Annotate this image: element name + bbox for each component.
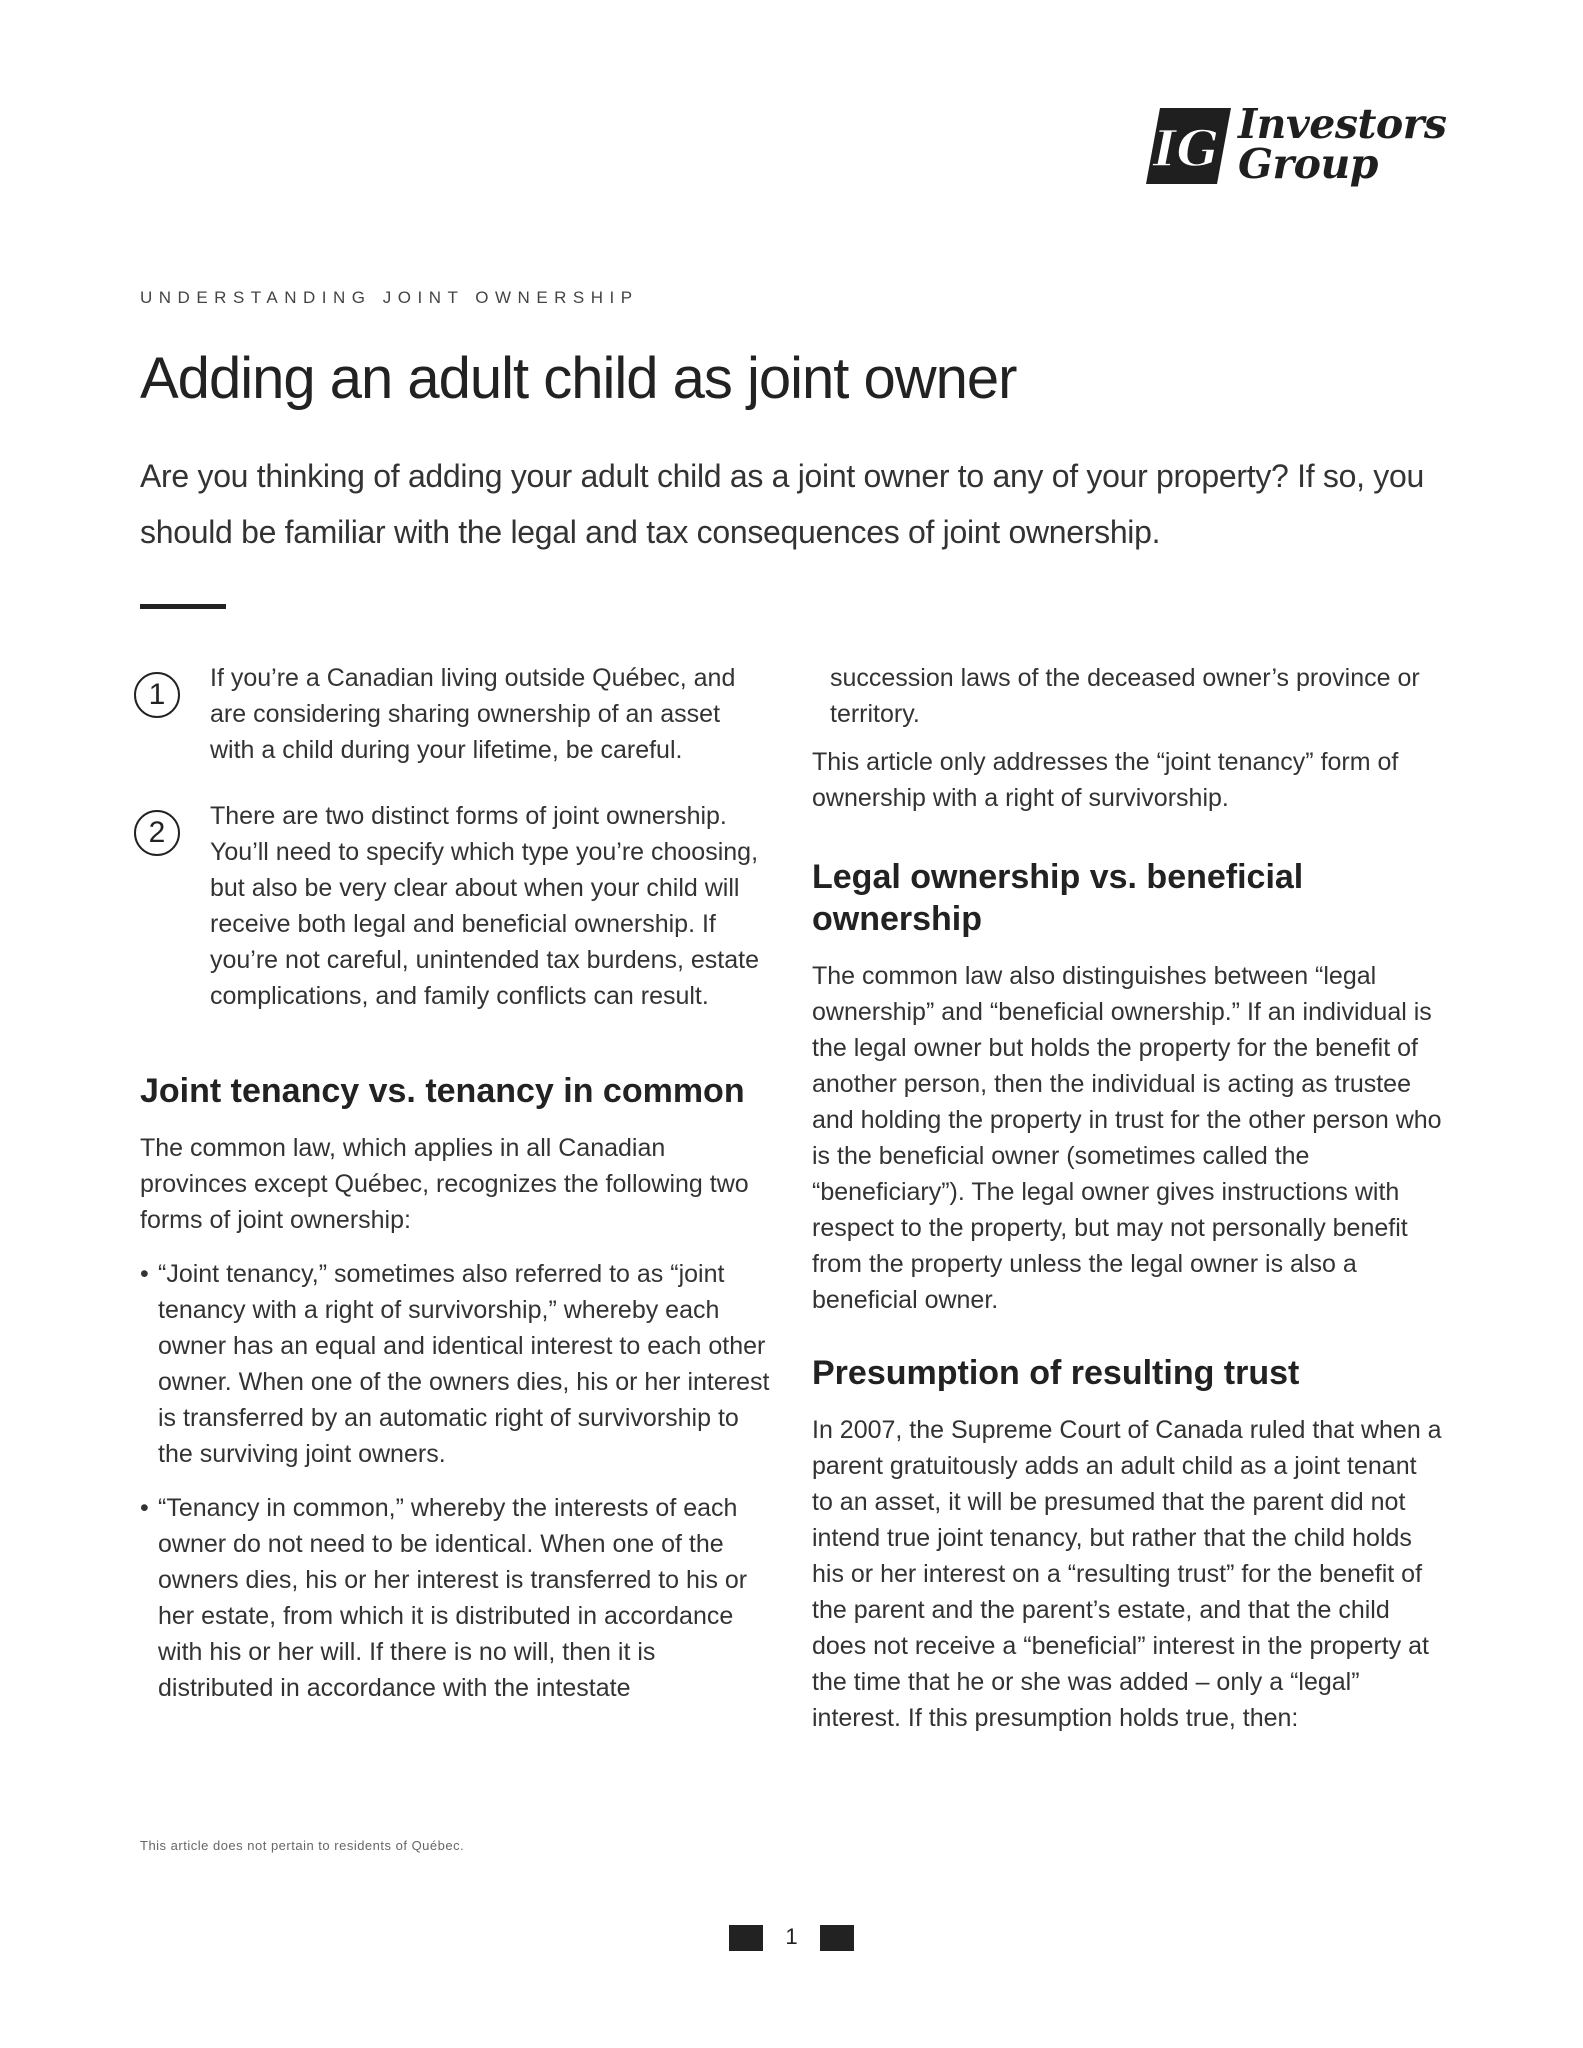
joint-tenancy-note: This article only addresses the “joint tenancy” form of ownership with a right of survivorship.	[812, 748, 1399, 812]
resulting-trust-paragraph: In 2007, the Supreme Court of Canada ruled that when a parent gratuitously adds an adult child as a joint tenant to an asset, it will be presumed that the parent did not intend true joint tenancy, but rather that the child holds his or her interest on a “resulting trust” for the benefit of the parent and the parent’s estate, and that the child does not receive a “beneficial” interest in the property at the time that he or she was added – only a “legal” interest. If this presumption holds true, then:	[812, 1416, 1442, 1732]
list-item: • “Joint tenancy,” sometimes also referred to as “joint tenancy with a right of survivorship,” whereby each owner has an equal and identical interest to each other owner. When one of the owners dies, his or her interest is transferred by an automatic right of survivorship to the surviving joint owners.	[140, 1256, 770, 1472]
ig-logo-mark-icon	[1146, 108, 1231, 184]
callout-1	[140, 660, 770, 768]
joint-tenancy-paragraph: The common law, which applies in all Canadian provinces except Québec, recognizes the following two forms of joint ownership:	[140, 1134, 749, 1234]
callout-2	[140, 798, 770, 1014]
eyebrow-label: UNDERSTANDING JOINT OWNERSHIP	[140, 288, 639, 307]
ownership-forms-list	[140, 1256, 770, 1706]
callout-number-1: 1	[134, 672, 180, 718]
callout-text-1: If you’re a Canadian living outside Québec, and are considering sharing ownership of an asset with a child during your lifetime, be careful.	[210, 664, 736, 764]
joint-tenancy-heading: Joint tenancy vs. tenancy in common	[140, 1072, 745, 1110]
svg-text:IG: IG	[1152, 119, 1220, 178]
page-number-bar-right	[820, 1925, 854, 1951]
brand-name	[1238, 100, 1447, 188]
page-title: Adding an adult child as joint owner	[140, 346, 1017, 411]
resulting-trust-heading: Presumption of resulting trust	[812, 1354, 1300, 1392]
page-number-bar-left	[729, 1925, 763, 1951]
brand-name-line2: Group	[1238, 140, 1378, 188]
footnote: This article does not pertain to residents of Québec.	[140, 1838, 465, 1853]
page-number-value: 1	[785, 1924, 798, 1949]
page-number	[0, 1924, 1583, 1951]
legal-ownership-paragraph: The common law also distinguishes between “legal ownership” and “beneficial ownership.” If an individual is the legal owner but holds the property for the benefit of another person, then the individual is acting as trustee and holding the property in trust for the other person who is the beneficial owner (sometimes called the “beneficiary”). The legal owner gives instructions with respect to the property, but may not personally benefit from the property unless the legal owner is also a beneficial owner.	[812, 962, 1442, 1314]
brand-name-line1: Investors	[1238, 100, 1447, 148]
investors-group-logo	[1146, 100, 1447, 188]
title-divider	[140, 604, 226, 609]
right-column	[812, 660, 1442, 1748]
left-column	[140, 660, 770, 1706]
callout-text-2: There are two distinct forms of joint ownership. You’ll need to specify which type you’re choosing, but also be very clear about when your child will receive both legal and beneficial ownership. If you’re not careful, unintended tax burdens, estate complications, and family conflicts can result.	[210, 802, 759, 1010]
callout-number-2: 2	[134, 810, 180, 856]
list-item: • “Tenancy in common,” whereby the interests of each owner do not need to be identical. When one of the owners dies, his or her interest is transferred to his or her estate, from which it is distributed in accordance with his or her will. If there is no will, then it is distributed in accordance with the intestate	[140, 1490, 770, 1706]
bullet-continuation: succession laws of the deceased owner’s province or territory.	[830, 664, 1420, 728]
legal-ownership-heading: Legal ownership vs. beneficial ownership	[812, 858, 1304, 938]
intro-paragraph: Are you thinking of adding your adult child as a joint owner to any of your property? If so, you should be familiar with the legal and tax consequences of joint ownership.	[140, 458, 1424, 550]
